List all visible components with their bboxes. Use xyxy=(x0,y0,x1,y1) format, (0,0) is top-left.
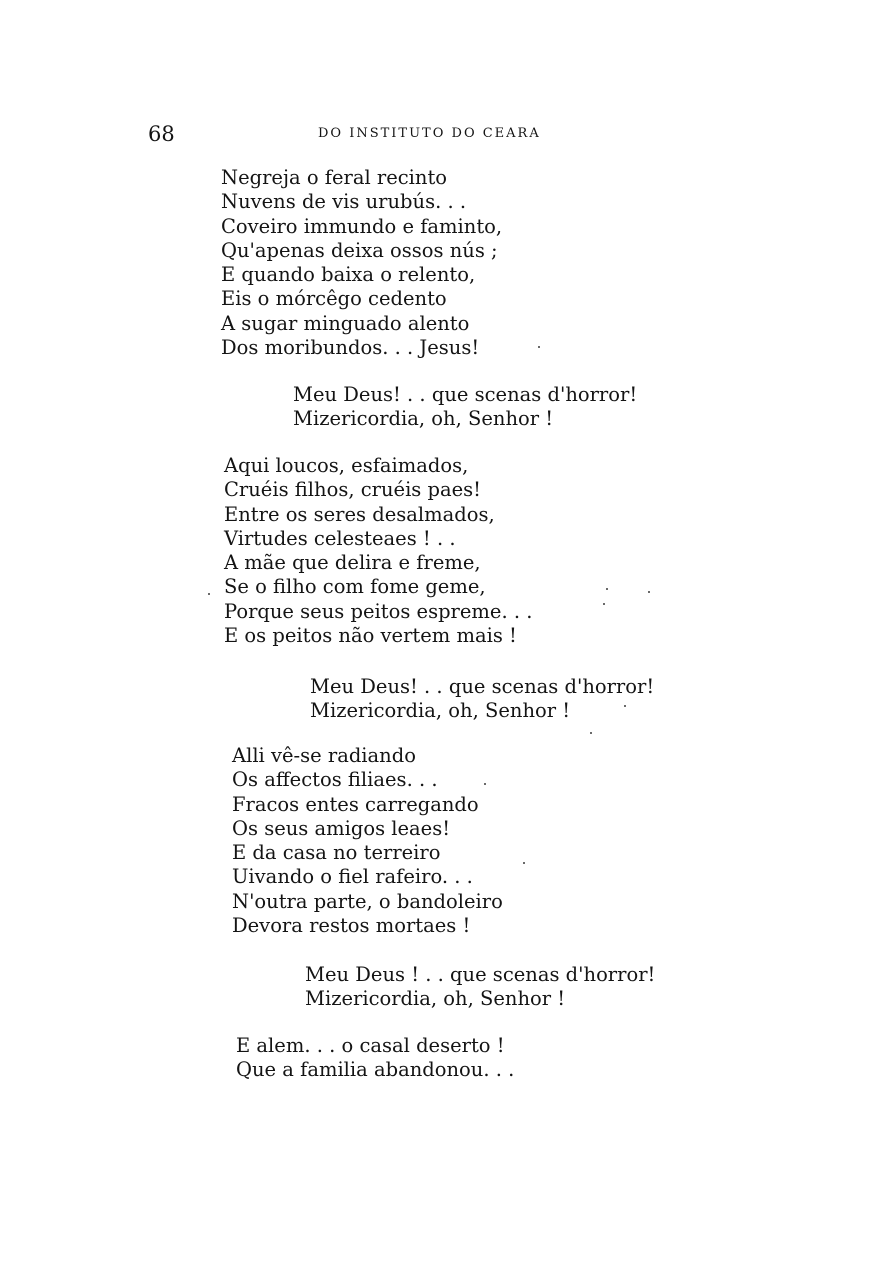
verse-line: E alem. . . o casal deserto ! xyxy=(236,1034,505,1057)
stanza-2 xyxy=(224,454,532,648)
refrain-2 xyxy=(310,675,654,724)
verse-line: Os affectos filiaes. . . xyxy=(232,768,438,792)
scan-speck xyxy=(590,732,592,734)
verse-line: Nuvens de vis urubús. . . xyxy=(221,190,467,214)
verse-line: Entre os seres desalmados, xyxy=(224,502,495,526)
verse-line: A sugar minguado alento xyxy=(221,311,470,335)
refrain-line: Meu Deus ! . . que scenas d'horror! xyxy=(305,963,656,986)
verse-line: A mãe que delira e freme, xyxy=(224,551,481,575)
verse-line: Cruéis filhos, cruéis paes! xyxy=(224,478,482,502)
verse-line: Aqui loucos, esfaimados, xyxy=(224,454,469,477)
page-number: 68 xyxy=(148,122,175,146)
scan-speck xyxy=(606,588,608,590)
verse-line: Que a familia abandonou. . . xyxy=(236,1058,515,1082)
stanza-3 xyxy=(232,744,503,938)
scan-speck xyxy=(603,603,605,605)
verse-line: Coveiro immundo e faminto, xyxy=(221,214,503,238)
refrain-1 xyxy=(293,383,637,432)
scan-speck xyxy=(538,346,540,348)
stanza-4 xyxy=(236,1034,514,1083)
verse-line: Alli vê-se radiando xyxy=(232,744,416,767)
stanza-1 xyxy=(221,166,502,360)
scan-speck xyxy=(648,591,650,593)
refrain-3 xyxy=(305,963,655,1012)
scan-speck xyxy=(208,593,210,595)
refrain-line: Meu Deus! . . que scenas d'horror! xyxy=(293,383,638,406)
verse-line: E os peitos não vertem mais ! xyxy=(224,624,517,648)
verse-line: Eis o mórcêgo cedento xyxy=(221,287,447,311)
verse-line: Devora restos mortaes ! xyxy=(232,914,471,938)
verse-line: E da casa no terreiro xyxy=(232,841,441,865)
verse-line: Se o filho com fome geme, xyxy=(224,575,486,599)
scan-speck xyxy=(523,862,525,864)
scan-speck xyxy=(624,705,626,707)
verse-line: Os seus amigos leaes! xyxy=(232,816,451,840)
refrain-line: Mizericordia, oh, Senhor ! xyxy=(310,699,571,723)
refrain-line: Meu Deus! . . que scenas d'horror! xyxy=(310,675,655,698)
running-title: DO INSTITUTO DO CEARA xyxy=(318,126,541,141)
verse-line: Virtudes celesteaes ! . . xyxy=(224,526,456,550)
verse-line: E quando baixa o relento, xyxy=(221,263,476,287)
verse-line: N'outra parte, o bandoleiro xyxy=(232,889,503,913)
verse-line: Fracos entes carregando xyxy=(232,792,479,816)
verse-line: Qu'apenas deixa ossos nús ; xyxy=(221,238,498,262)
verse-line: Porque seus peitos espreme. . . xyxy=(224,599,533,623)
refrain-line: Mizericordia, oh, Senhor ! xyxy=(293,407,554,431)
verse-line: Negreja o feral recinto xyxy=(221,166,448,189)
refrain-line: Mizericordia, oh, Senhor ! xyxy=(305,987,566,1011)
verse-line: Dos moribundos. . . Jesus! xyxy=(221,336,480,360)
scan-speck xyxy=(484,783,486,785)
verse-line: Uivando o fiel rafeiro. . . xyxy=(232,865,473,889)
